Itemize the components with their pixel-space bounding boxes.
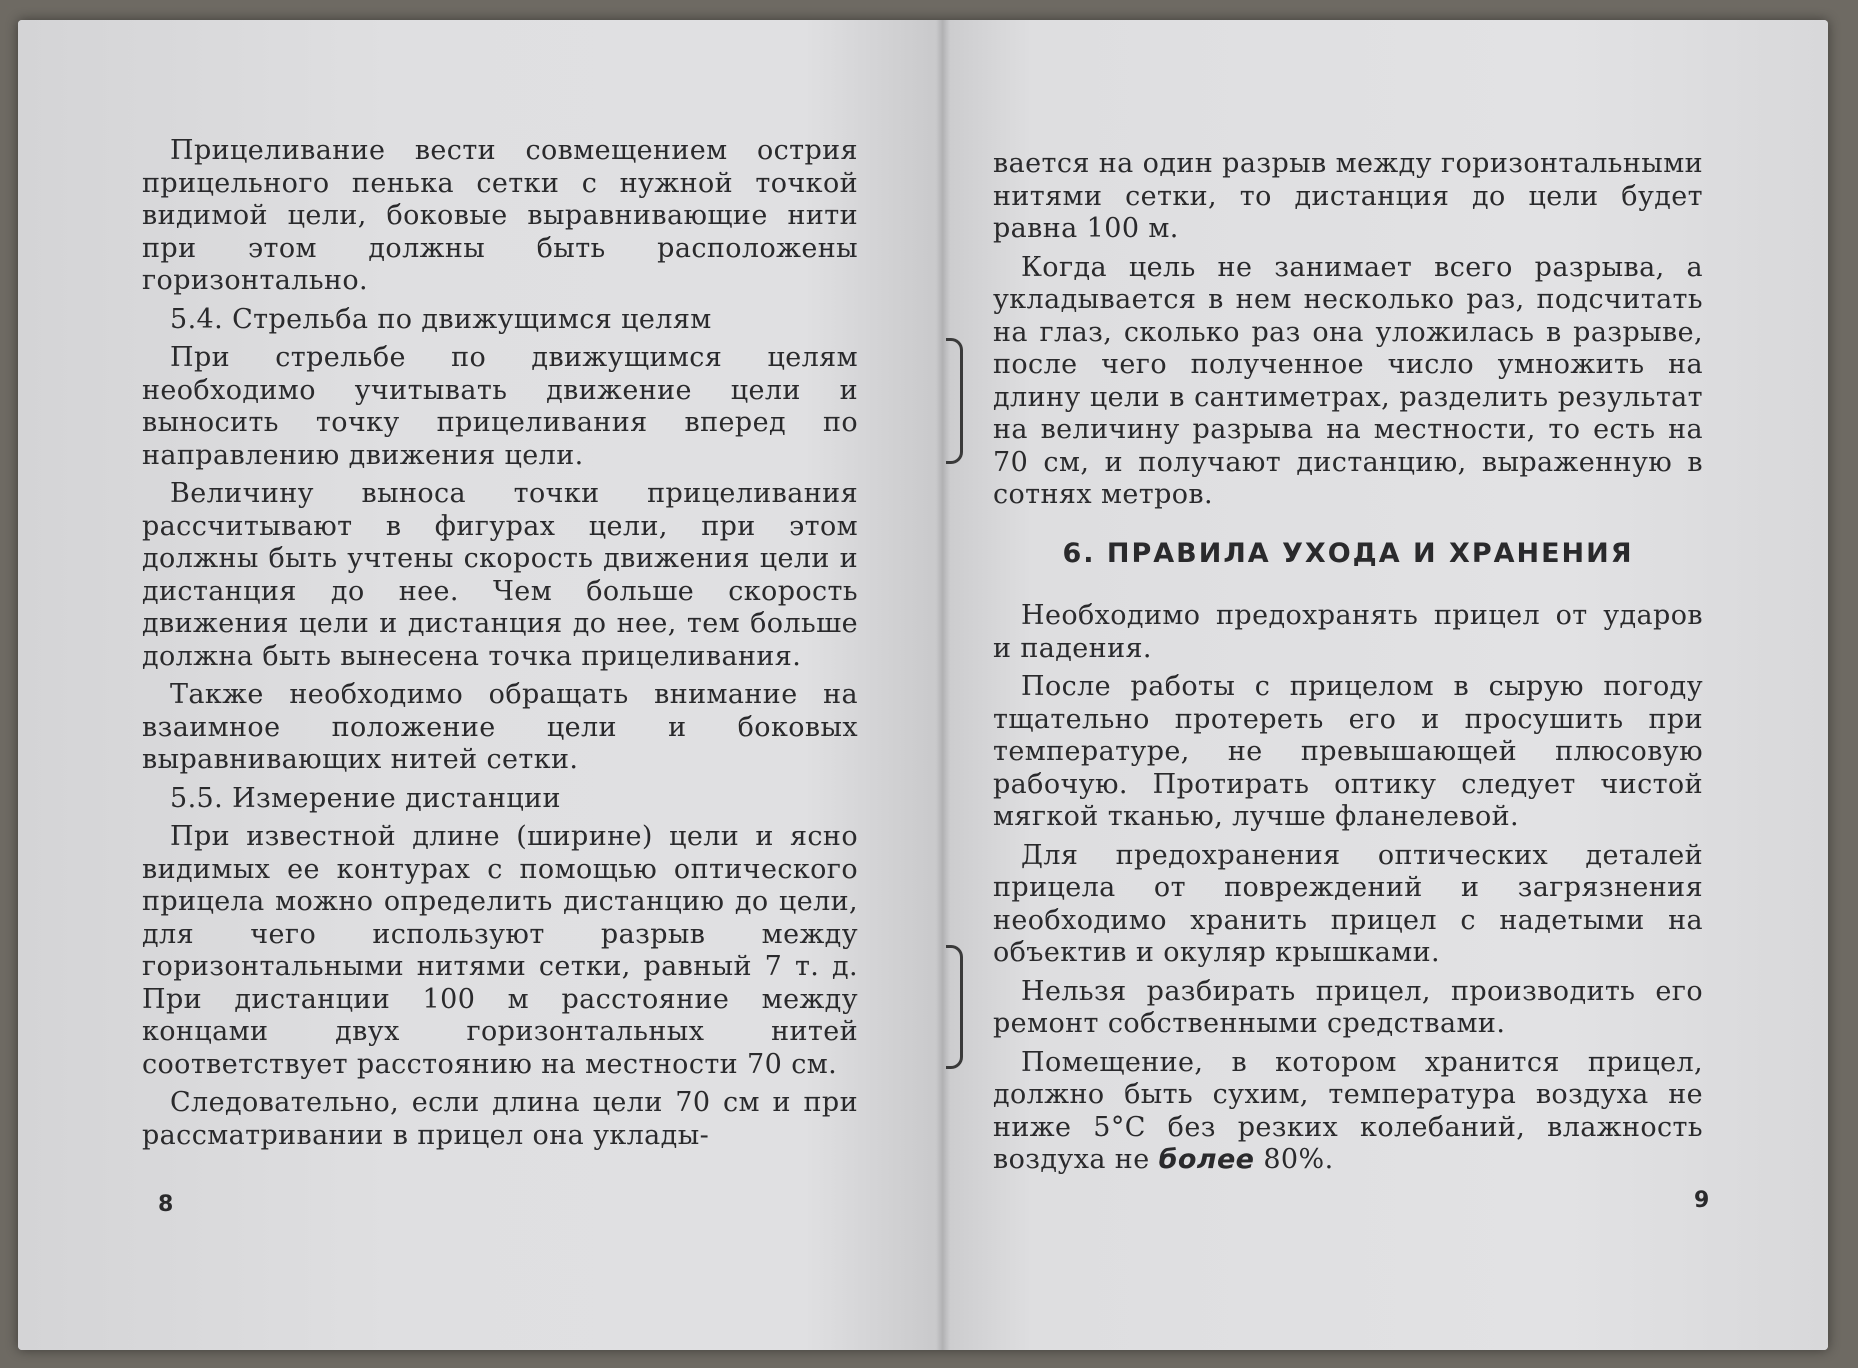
paragraph-distance-measure: При известной длине (ширине) цели и ясно видимых ее контурах с помощью оптического прицела можно определить дистанцию до цели, для чего используют разрыв между горизонтальными нитями сетки, равный 7 т. д. При дистанции 100 м расстояние между концами двух горизонтальных нитей соответствует расстоянию на местности 70 см. [142,821,858,1080]
spine-fold [936,20,950,1350]
paragraph-optics-protection: Для предохранения оптических деталей прицела от повреждений и загрязнения необходимо хранить прицел с надетыми на объектив и окуляр крышками. [993,839,1703,968]
staple-bottom [946,945,963,1069]
paragraph-consequently: Следовательно, если длина цели 70 см и при рассматривании в прицел она уклады- [142,1087,858,1151]
storage-text-before: Помещение, в котором хранится прицел, должно быть сухим, температура воздуха не ниже 5°С без резких колебаний, влажность воздуха не [993,1046,1703,1175]
paragraph-partial-target: Когда цель не занимает всего разрыва, а укладывается в нем несколько раз, подсчитать на глаз, сколько раз она уложилась в разрыве, после чего полученное число умножить на длину цели в сантиметрах, разделить результат на величину разрыва на местности, то есть на 70 см, и получают дистанцию, выраженную в сотнях метров. [993,251,1703,510]
storage-text-emphasis: более [1158,1144,1255,1175]
paragraph-moving-targets: При стрельбе по движущимся целям необходимо учитывать движение цели и выносить точку прицеливания вперед по направлению движения цели. [142,342,858,471]
page-number-right: 9 [1694,1188,1710,1213]
paragraph-protect: Необходимо предохранять прицел от ударов и падения. [993,600,1703,664]
paragraph-lead-value: Величину выноса точки прицеливания рассчитывают в фигурах цели, при этом должны быть учтены скорость движения цели и дистанция до нее. Чем больше скорость движения цели и дистанция до нее, тем больше должна быть вынесена точка прицеливания. [142,478,858,672]
left-page [18,20,943,1350]
paragraph-wet-weather: После работы с прицелом в сырую погоду тщательно протереть его и просушить при температуре, не превышающей плюсовую рабочую. Протирать оптику следует чистой мягкой тканью, лучше фланелевой. [993,671,1703,832]
paragraph-aiming: Прицеливание вести совмещением острия прицельного пенька сетки с нужной точкой видимой цели, боковые выравнивающие нити при этом должны быть расположены горизонтально. [142,135,858,296]
paragraph-no-disassembly: Нельзя разбирать прицел, производить его ремонт собственными средствами. [993,975,1703,1039]
page-number-left: 8 [158,1192,174,1217]
staple-top [946,338,963,464]
storage-text-after: 80%. [1254,1144,1334,1175]
paragraph-mutual-position: Также необходимо обращать внимание на взаимное положение цели и боковых выравнивающих нитей сетки. [142,679,858,775]
right-page-text [993,148,1703,1183]
booklet [18,20,1828,1350]
section-heading-care-storage: 6. ПРАВИЛА УХОДА И ХРАНЕНИЯ [1062,537,1634,569]
left-page-text [142,135,858,1158]
paragraph-continuation: вается на один разрыв между горизонтальными нитями сетки, то дистанция до цели будет равна 100 м. [993,148,1703,244]
paragraph-storage-room [993,1047,1703,1177]
section-heading-distance: 5.5. Измерение дистанции [170,782,561,814]
section-heading-moving-targets: 5.4. Стрельба по движущимся целям [170,303,712,335]
right-page [943,20,1828,1350]
